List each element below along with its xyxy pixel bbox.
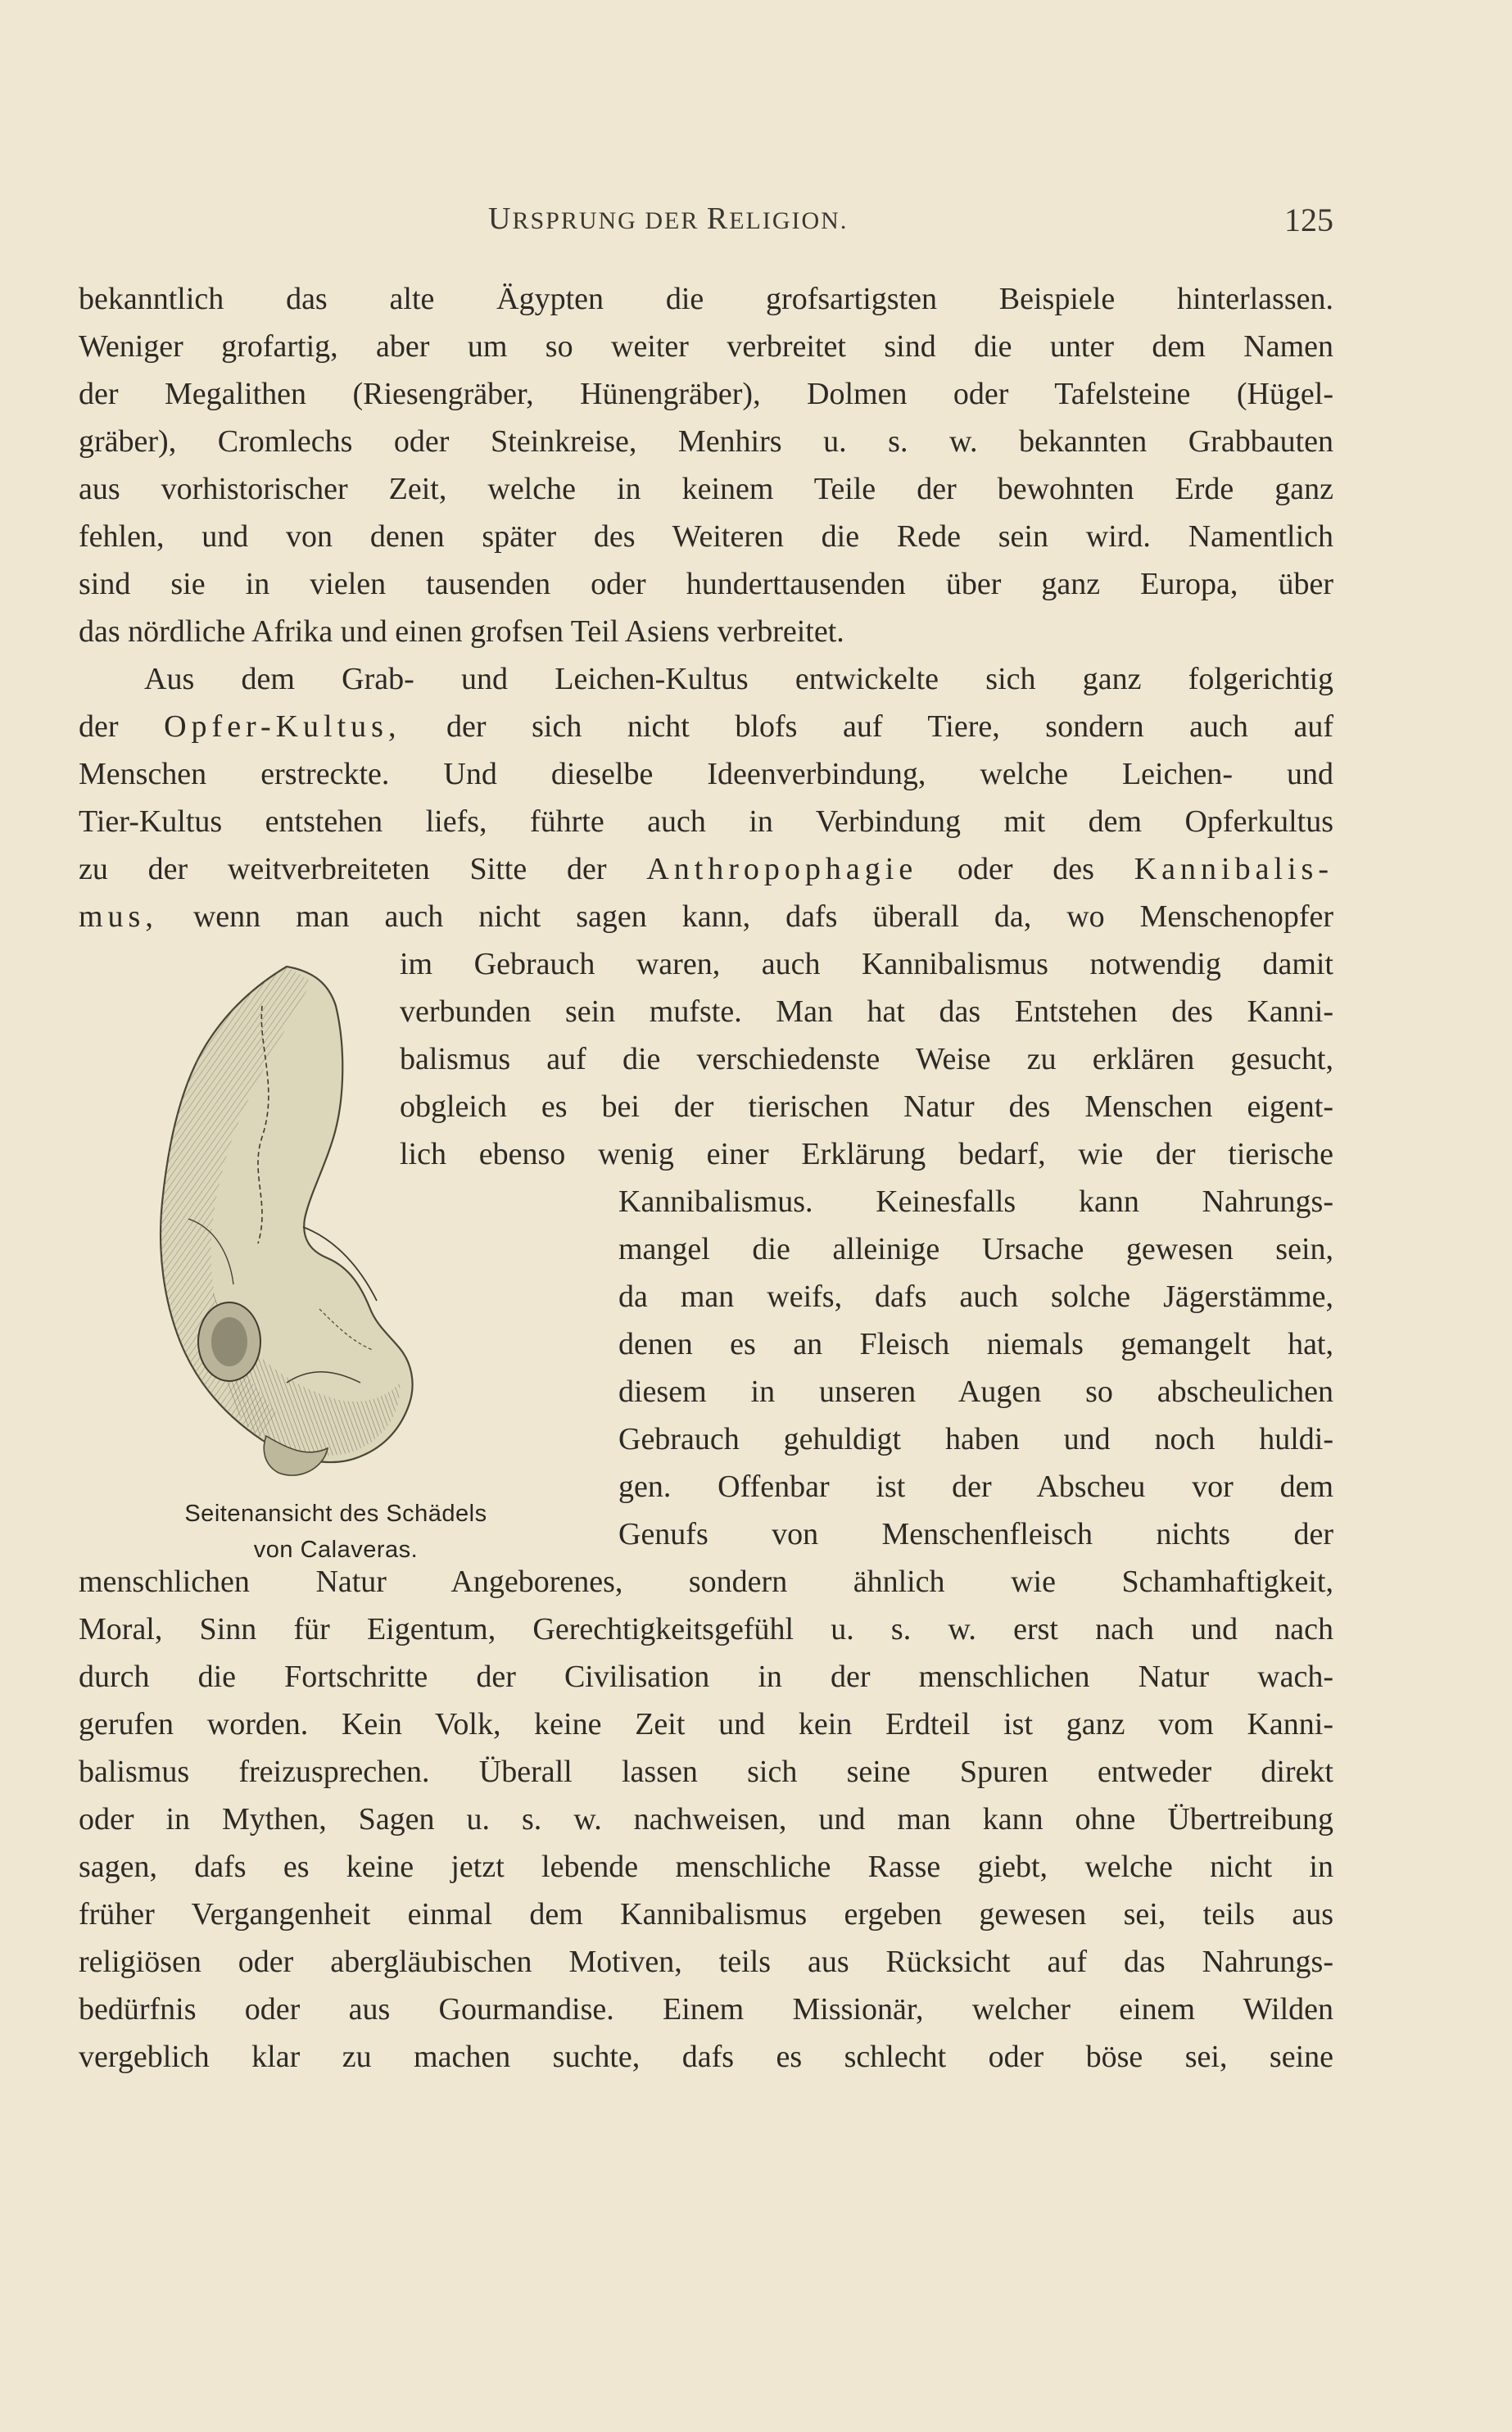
running-title-part-1: RSPRUNG DER (512, 207, 707, 234)
text-line: früher Vergangenheit einmal dem Kannibalismus ergeben gewesen sei, teils aus (79, 1897, 1333, 1932)
text-line: menschlichen Natur Angeborenes, sondern ähnlich wie Schamhaftigkeit, (79, 1565, 1333, 1599)
text-line: Aus dem Grab- und Leichen-Kultus entwickelte sich ganz folgerichtig (144, 662, 1333, 696)
text-line: bedürfnis oder aus Gourmandise. Einem Missionär, welcher einem Wilden (79, 1992, 1333, 2027)
page-number: 125 (1284, 202, 1333, 238)
running-title-initial-2: R (706, 202, 730, 236)
text-line: lich ebenso wenig einer Erklärung bedarf, wie der tierische (400, 1137, 1333, 1171)
skull-illustration (90, 957, 614, 1497)
text-line: zu der weitverbreiteten Sitte der Anthropophagie oder des Kannibalis- (79, 852, 1333, 886)
text-line: das nördliche Afrika und einen grofsen Teil Asiens verbreitet. (79, 614, 844, 649)
figure-caption-line-2: von Calaveras. (253, 1537, 419, 1563)
page-header (79, 201, 1333, 242)
text-line: im Gebrauch waren, auch Kannibalismus notwendig damit (400, 947, 1333, 981)
running-title-initial-1: U (488, 202, 513, 236)
text-line: Gebrauch gehuldigt haben und noch huldi- (618, 1422, 1333, 1456)
text-line: sagen, dafs es keine jetzt lebende menschliche Rasse giebt, welche nicht in (79, 1850, 1333, 1884)
text-line: Weniger grofartig, aber um so weiter verbreitet sind die unter dem Namen (79, 329, 1333, 364)
text-line: denen es an Fleisch niemals gemangelt hat, (618, 1327, 1333, 1361)
text-line: Moral, Sinn für Eigentum, Gerechtigkeitsgefühl u. s. w. erst nach und nach (79, 1612, 1333, 1646)
text-line: durch die Fortschritte der Civilisation in der menschlichen Natur wach- (79, 1660, 1333, 1694)
emphasis-anthropophagie: Anthropophagie (646, 852, 918, 886)
text-line: balismus freizusprechen. Überall lassen sich seine Spuren entweder direkt (79, 1755, 1333, 1789)
text-line: balismus auf die verschiedenste Weise zu erklären gesucht, (400, 1042, 1333, 1076)
emphasis-kannibalismus: Kannibalis- (1134, 852, 1333, 886)
emphasis-opfer-kultus: Opfer-Kultus, (164, 709, 401, 744)
text-line: vergeblich klar zu machen suchte, dafs es schlecht oder böse sei, seine (79, 2040, 1333, 2074)
text-line: der Opfer-Kultus, der sich nicht blofs auf Tiere, sondern auch auf (79, 709, 1333, 744)
text-line: religiösen oder abergläubischen Motiven, teils aus Rücksicht auf das Nahrungs- (79, 1945, 1333, 1979)
text-line: der Megalithen (Riesengräber, Hünengräber), Dolmen oder Tafelsteine (Hügel- (79, 377, 1333, 411)
text-line: obgleich es bei der tierischen Natur des Menschen eigent- (400, 1089, 1333, 1124)
text-line: oder in Mythen, Sagen u. s. w. nachweisen, und man kann ohne Übertreibung (79, 1802, 1333, 1836)
text-line: Kannibalismus. Keinesfalls kann Nahrungs- (618, 1184, 1333, 1219)
text-line: verbunden sein mufste. Man hat das Entstehen des Kanni- (400, 994, 1333, 1029)
figure-caption-line-1: Seitenansicht des Schädels (184, 1501, 487, 1527)
text-line: gen. Offenbar ist der Abscheu vor dem (618, 1470, 1333, 1504)
text-line: fehlen, und von denen später des Weiteren die Rede sein wird. Namentlich (79, 519, 1333, 554)
text-line: Genufs von Menschenfleisch nichts der (618, 1517, 1333, 1551)
text-line: aus vorhistorischer Zeit, welche in keinem Teile der bewohnten Erde ganz (79, 472, 1333, 506)
running-title (488, 201, 848, 237)
text-line: gräber), Cromlechs oder Steinkreise, Menhirs u. s. w. bekannten Grabbauten (79, 424, 1333, 459)
text-line: da man weifs, dafs auch solche Jägerstämme, (618, 1279, 1333, 1314)
text-line: mangel die alleinige Ursache gewesen sein, (618, 1232, 1333, 1266)
text-line: mus, wenn man auch nicht sagen kann, dafs überall da, wo Menschenopfer (79, 899, 1333, 934)
text-line: Menschen erstreckte. Und dieselbe Ideenverbindung, welche Leichen- und (79, 757, 1333, 791)
text-line: gerufen worden. Kein Volk, keine Zeit und kein Erdteil ist ganz vom Kanni- (79, 1707, 1333, 1741)
running-title-part-2: ELIGION. (729, 207, 849, 234)
text-line: diesem in unseren Augen so abscheulichen (618, 1375, 1333, 1409)
text-line: Tier-Kultus entstehen liefs, führte auch in Verbindung mit dem Opferkultus (79, 804, 1333, 839)
text-line: bekanntlich das alte Ägypten die grofsartigsten Beispiele hinterlassen. (79, 282, 1333, 316)
text-line: sind sie in vielen tausenden oder hunderttausenden über ganz Europa, über (79, 567, 1333, 601)
